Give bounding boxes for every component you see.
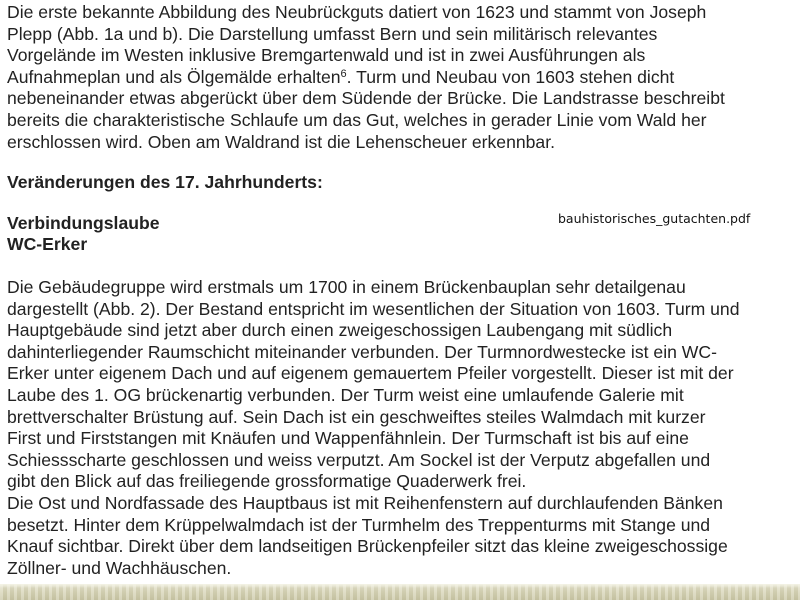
paragraph-intro	[7, 2, 797, 153]
text-line: bereits die charakteristische Schlaufe um das Gut, welches in gerader Linie vom Wald her	[7, 109, 707, 130]
text-line: First und Firststangen mit Knäufen und Wappenfähnlein. Der Turmschaft ist bis auf eine	[7, 428, 689, 449]
section-heading: Veränderungen des 17. Jahrhunderts:	[7, 172, 323, 192]
text-line: Zöllner- und Wachhäuschen.	[7, 557, 232, 578]
text-fragment: Aufnahmeplan und als Ölgemälde erhalten	[7, 66, 341, 87]
text-line: Vorgelände im Westen inklusive Bremgartenwald und ist in zwei Ausführungen als	[7, 45, 646, 66]
text-line: nebeneinander etwas abgerückt über dem Südende der Brücke. Die Landstrasse beschreibt	[7, 88, 725, 109]
filename-label: bauhistorisches_gutachten.pdf	[558, 211, 751, 226]
footnote-marker[interactable]: 6	[340, 67, 347, 80]
text-line: dahinterliegender Raumschicht miteinander verbunden. Der Turmnordwestecke ist ein WC-	[7, 341, 717, 362]
text-line: Die Ost und Nordfassade des Hauptbaus ist mit Reihenfenstern auf durchlaufenden Bänken	[7, 492, 723, 513]
text-line: besetzt. Hinter dem Krüppelwalmdach ist der Turmhelm des Treppenturms mit Stange und	[7, 514, 711, 535]
text-line: gibt den Blick auf das freiliegende grossformatige Quaderwerk frei.	[7, 471, 527, 492]
text-line: erschlossen wird. Oben am Waldrand ist die Lehenscheuer erkennbar.	[7, 131, 555, 152]
text-line: Plepp (Abb. 1a und b). Die Darstellung umfasst Bern und sein militärisch relevantes	[7, 23, 658, 44]
text-line: dargestellt (Abb. 2). Der Bestand entspricht im wesentlichen der Situation von 1603. Turm und	[7, 298, 740, 319]
text-fragment: . Turm und Neubau von 1603 stehen dicht	[346, 66, 675, 87]
text-line	[7, 67, 797, 89]
text-line: Die Gebäudegruppe wird erstmals um 1700 in einem Brückenbauplan sehr detailgenau	[7, 277, 686, 297]
subheading-verbindungslaube: Verbindungslaube	[7, 213, 160, 233]
paragraph-description	[7, 277, 797, 579]
subheading-wc-erker: WC-Erker	[7, 234, 88, 254]
bottom-decorative-band	[0, 584, 800, 600]
text-line: Knauf sichtbar. Direkt über dem landseitigen Brückenpfeiler sitzt das kleine zweigeschossige	[7, 536, 728, 557]
text-line: Hauptgebäude sind jetzt aber durch einen zweigeschossigen Laubengang mit südlich	[7, 320, 673, 341]
text-line: brettverschalter Brüstung auf. Sein Dach ist ein geschweiftes steiles Walmdach mit kurzer	[7, 406, 706, 427]
text-line: Die erste bekannte Abbildung des Neubrückguts datiert von 1623 und stammt von Joseph	[7, 2, 707, 22]
text-line: Schiessscharte geschlossen und weiss verputzt. Am Sockel ist der Verputz abgefallen und	[7, 449, 711, 470]
text-line: Laube des 1. OG brückenartig verbunden. Der Turm weist eine umlaufende Galerie mit	[7, 384, 684, 405]
text-line: Erker unter eigenem Dach und auf eigenem gemauertem Pfeiler vorgestellt. Dieser ist mit der	[7, 363, 734, 384]
subheadings	[7, 213, 160, 255]
